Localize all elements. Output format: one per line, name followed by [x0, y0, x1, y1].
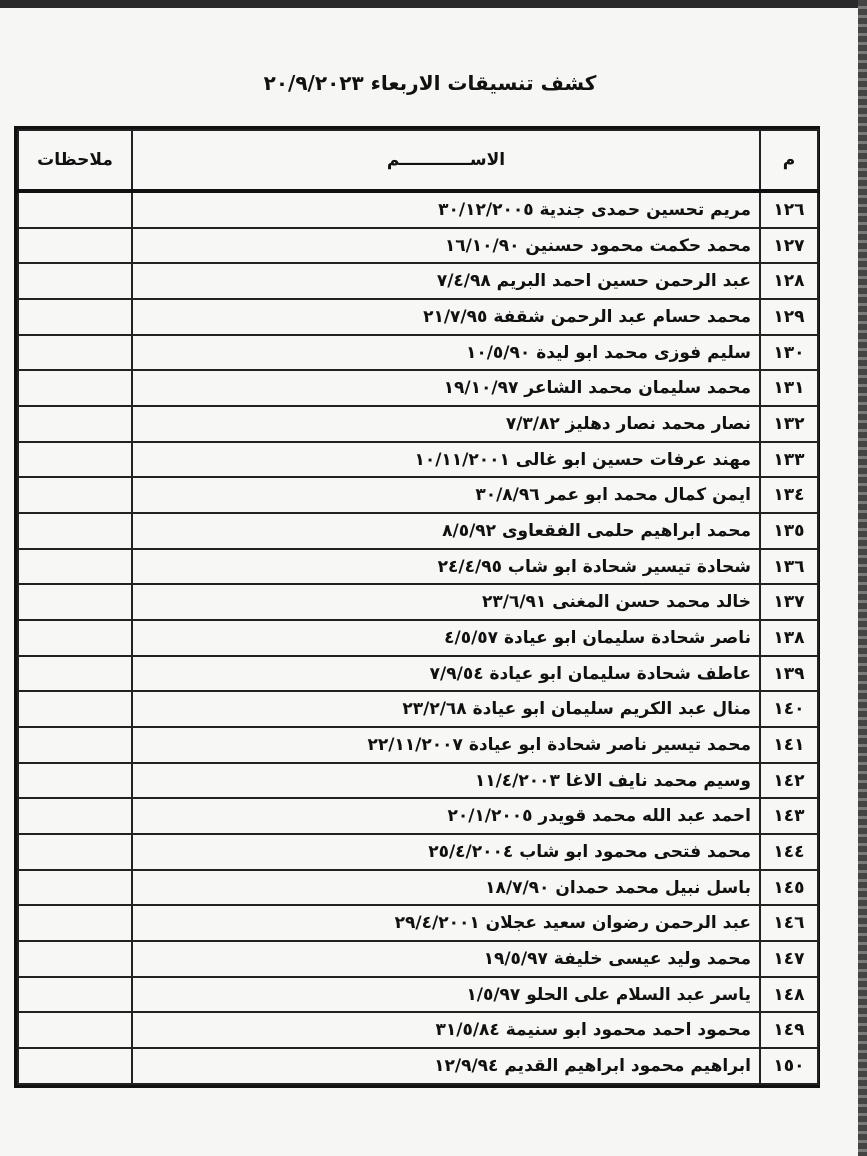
row-name: محمد ابراهيم حلمى الفقعاوى ٨/٥/٩٢ [132, 513, 760, 549]
row-number: ١٤٩ [760, 1012, 818, 1048]
row-notes [18, 549, 132, 585]
row-notes [18, 406, 132, 442]
row-number: ١٣٩ [760, 656, 818, 692]
row-number: ١٢٩ [760, 299, 818, 335]
header-notes: ملاحظات [18, 130, 132, 191]
row-name: خالد محمد حسن المغنى ٢٣/٦/٩١ [132, 584, 760, 620]
row-notes [18, 228, 132, 264]
row-name: مريم تحسين حمدى جندية ٣٠/١٢/٢٠٠٥ [132, 191, 760, 228]
row-number: ١٤٧ [760, 941, 818, 977]
row-number: ١٢٧ [760, 228, 818, 264]
row-number: ١٤٣ [760, 798, 818, 834]
row-name: شحادة تيسير شحادة ابو شاب ٢٤/٤/٩٥ [132, 549, 760, 585]
binding-edge [858, 0, 867, 1156]
row-notes [18, 1012, 132, 1048]
row-number: ١٤٠ [760, 691, 818, 727]
table-row [18, 941, 818, 977]
row-notes [18, 798, 132, 834]
table-row [18, 1048, 818, 1084]
row-number: ١٣٧ [760, 584, 818, 620]
row-number: ١٣٤ [760, 477, 818, 513]
row-notes [18, 727, 132, 763]
table-row [18, 584, 818, 620]
row-number: ١٣٢ [760, 406, 818, 442]
row-number: ١٣٣ [760, 442, 818, 478]
row-notes [18, 370, 132, 406]
table-row [18, 691, 818, 727]
row-number: ١٣٦ [760, 549, 818, 585]
table-row [18, 977, 818, 1013]
row-number: ١٣٠ [760, 335, 818, 371]
row-notes [18, 263, 132, 299]
table-row [18, 834, 818, 870]
table-row [18, 406, 818, 442]
row-name: عبد الرحمن رضوان سعيد عجلان ٢٩/٤/٢٠٠١ [132, 905, 760, 941]
table-row [18, 513, 818, 549]
table-row [18, 228, 818, 264]
table-row [18, 549, 818, 585]
row-name: محمد سليمان محمد الشاعر ١٩/١٠/٩٧ [132, 370, 760, 406]
row-name: محمد وليد عيسى خليفة ١٩/٥/٩٧ [132, 941, 760, 977]
table-row [18, 727, 818, 763]
table-row [18, 798, 818, 834]
row-notes [18, 299, 132, 335]
row-number: ١٤٢ [760, 763, 818, 799]
row-number: ١٤٥ [760, 870, 818, 906]
table-row [18, 442, 818, 478]
row-notes [18, 477, 132, 513]
table-row [18, 477, 818, 513]
row-notes [18, 513, 132, 549]
row-name: محمد حكمت محمود حسنين ١٦/١٠/٩٠ [132, 228, 760, 264]
header-name: الاســــــــــــم [132, 130, 760, 191]
row-notes [18, 335, 132, 371]
row-number: ١٣٨ [760, 620, 818, 656]
table-row [18, 370, 818, 406]
row-name: ناصر شحادة سليمان ابو عيادة ٤/٥/٥٧ [132, 620, 760, 656]
paper-sheet [0, 8, 858, 1156]
row-notes [18, 584, 132, 620]
table-row [18, 620, 818, 656]
row-number: ١٣٥ [760, 513, 818, 549]
row-name: محمد تيسير ناصر شحادة ابو عيادة ٢٢/١١/٢٠٠٧ [132, 727, 760, 763]
row-notes [18, 1048, 132, 1084]
row-notes [18, 656, 132, 692]
names-table [17, 129, 819, 1085]
row-name: عاطف شحادة سليمان ابو عيادة ٧/٩/٥٤ [132, 656, 760, 692]
table-header-row [18, 130, 818, 191]
row-number: ١٤٦ [760, 905, 818, 941]
row-notes [18, 870, 132, 906]
table-row [18, 1012, 818, 1048]
table-body [18, 191, 818, 1084]
row-name: باسل نبيل محمد حمدان ١٨/٧/٩٠ [132, 870, 760, 906]
row-name: سليم فوزى محمد ابو ليدة ١٠/٥/٩٠ [132, 335, 760, 371]
row-name: نصار محمد نصار دهليز ٧/٣/٨٢ [132, 406, 760, 442]
row-notes [18, 191, 132, 228]
header-number: م [760, 130, 818, 191]
row-notes [18, 977, 132, 1013]
row-notes [18, 442, 132, 478]
row-name: محمد حسام عبد الرحمن شقفة ٢١/٧/٩٥ [132, 299, 760, 335]
row-notes [18, 834, 132, 870]
table-row [18, 656, 818, 692]
row-name: عبد الرحمن حسين احمد البريم ٧/٤/٩٨ [132, 263, 760, 299]
row-name: ياسر عبد السلام على الحلو ١/٥/٩٧ [132, 977, 760, 1013]
row-notes [18, 691, 132, 727]
row-number: ١٤٨ [760, 977, 818, 1013]
table-row [18, 299, 818, 335]
row-number: ١٢٨ [760, 263, 818, 299]
row-number: ١٢٦ [760, 191, 818, 228]
row-notes [18, 941, 132, 977]
row-name: محمود احمد محمود ابو سنيمة ٣١/٥/٨٤ [132, 1012, 760, 1048]
row-number: ١٤١ [760, 727, 818, 763]
row-name: وسيم محمد نايف الاغا ١١/٤/٢٠٠٣ [132, 763, 760, 799]
row-number: ١٤٤ [760, 834, 818, 870]
table-row [18, 763, 818, 799]
table-row [18, 335, 818, 371]
row-number: ١٥٠ [760, 1048, 818, 1084]
row-name: منال عبد الكريم سليمان ابو عيادة ٢٣/٢/٦٨ [132, 691, 760, 727]
row-notes [18, 763, 132, 799]
names-table-container [14, 126, 820, 1088]
row-name: احمد عبد الله محمد قويدر ٢٠/١/٢٠٠٥ [132, 798, 760, 834]
row-notes [18, 620, 132, 656]
row-number: ١٣١ [760, 370, 818, 406]
row-name: ابراهيم محمود ابراهيم القديم ١٢/٩/٩٤ [132, 1048, 760, 1084]
table-row [18, 191, 818, 228]
table-row [18, 263, 818, 299]
document-title: كشف تنسيقات الاربعاء ٢٠/٩/٢٠٢٣ [263, 71, 597, 95]
row-name: محمد فتحى محمود ابو شاب ٢٥/٤/٢٠٠٤ [132, 834, 760, 870]
row-name: ايمن كمال محمد ابو عمر ٣٠/٨/٩٦ [132, 477, 760, 513]
row-notes [18, 905, 132, 941]
row-name: مهند عرفات حسين ابو غالى ١٠/١١/٢٠٠١ [132, 442, 760, 478]
table-row [18, 905, 818, 941]
table-row [18, 870, 818, 906]
